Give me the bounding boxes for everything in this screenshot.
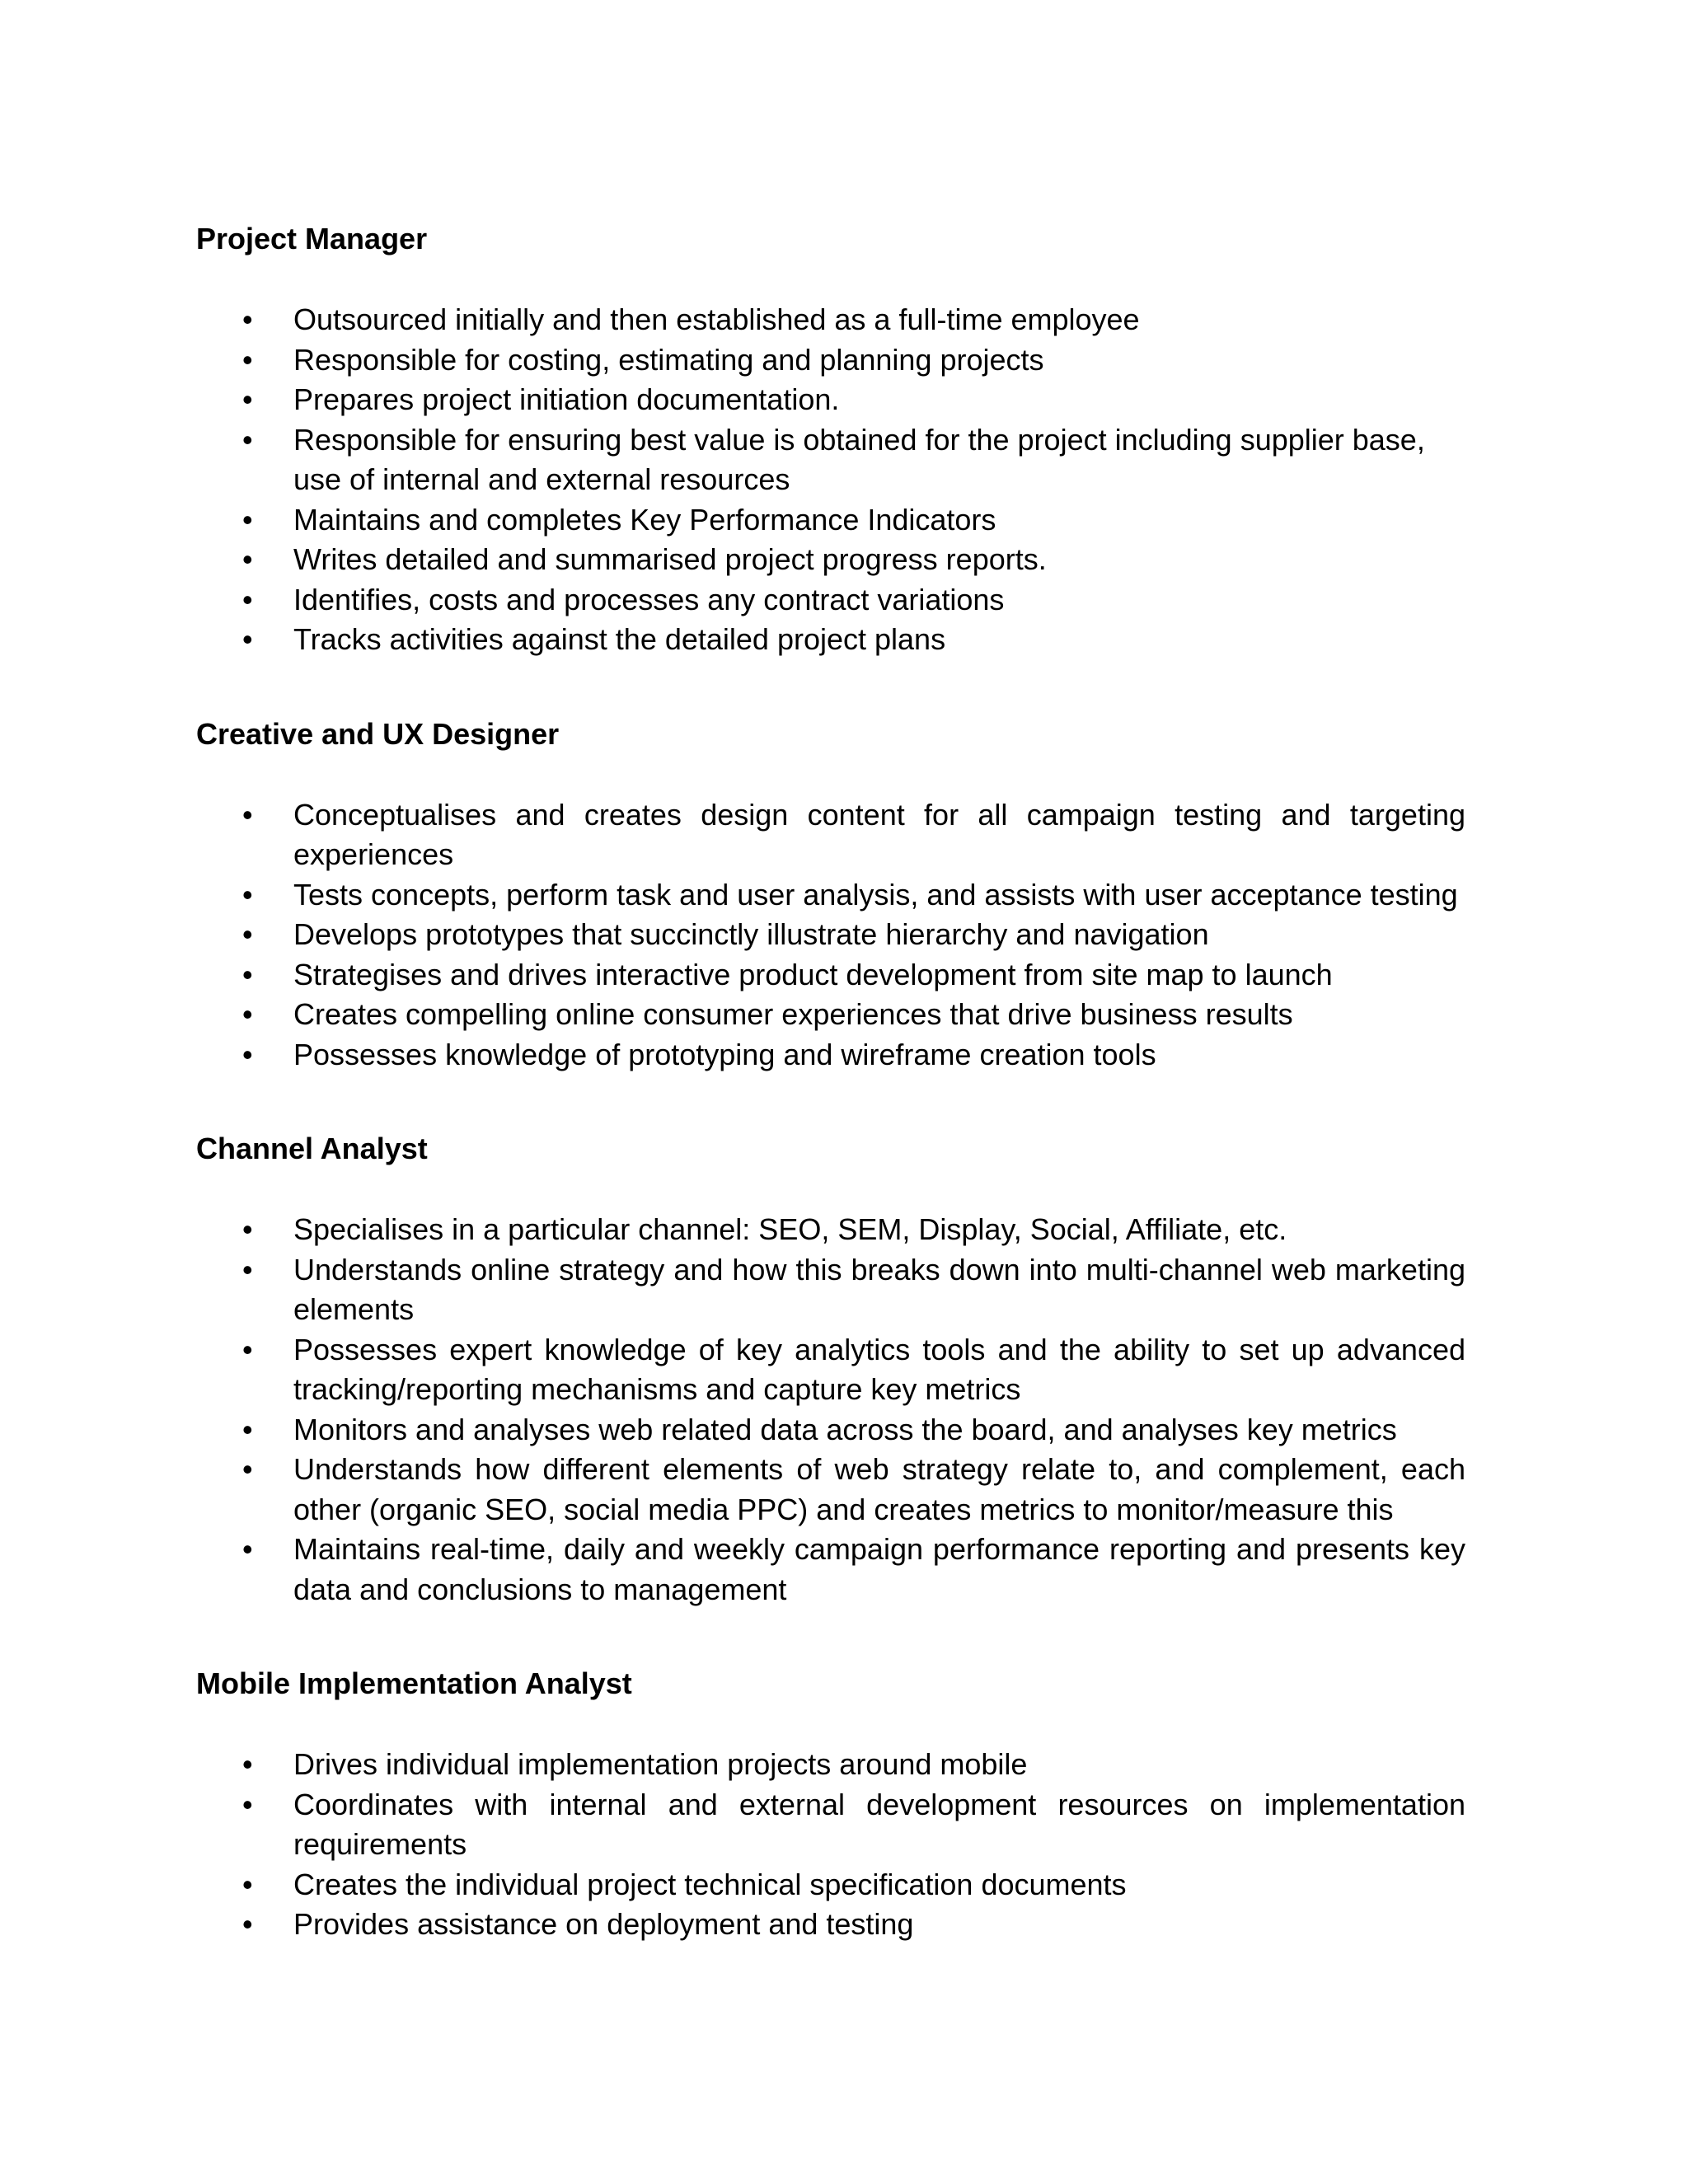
document-page — [196, 219, 1465, 1999]
list-item — [196, 915, 1465, 955]
list-item-text: Prepares project initiation documentation. — [293, 382, 840, 416]
bullet-icon: • — [242, 1212, 253, 1246]
list-item-text: Understands online strategy and how this breaks down into multi-channel web marketing elements — [293, 1252, 1465, 1326]
bullet-icon: • — [242, 1532, 253, 1566]
section-heading: Project Manager — [196, 222, 428, 255]
list-item — [196, 500, 1465, 541]
list-item — [196, 1785, 1465, 1865]
list-item-text: Identifies, costs and processes any contract variations — [293, 582, 1005, 616]
bullet-icon: • — [242, 582, 253, 616]
list-item — [196, 1450, 1465, 1530]
bullet-icon: • — [242, 1747, 253, 1781]
bullet-icon: • — [242, 622, 253, 656]
list-item — [196, 1250, 1465, 1330]
bullet-icon: • — [242, 1867, 253, 1901]
bullet-list — [196, 1210, 1465, 1610]
list-item-text: Provides assistance on deployment and testing — [293, 1907, 914, 1941]
bullet-icon: • — [242, 542, 253, 576]
list-item-text: Understands how different elements of web strategy relate to, and complement, each other (organic SEO, social media PPC) and creates metrics to monitor/measure this — [293, 1452, 1465, 1526]
list-item-text: Monitors and analyses web related data across the board, and analyses key metrics — [293, 1412, 1397, 1446]
bullet-icon: • — [242, 1037, 253, 1071]
bullet-list — [196, 1745, 1465, 1945]
bullet-icon: • — [242, 877, 253, 912]
bullet-icon: • — [242, 957, 253, 991]
bullet-icon: • — [242, 1907, 253, 1941]
bullet-icon: • — [242, 382, 253, 416]
list-item — [196, 1905, 1465, 1945]
list-item-text: Responsible for ensuring best value is obtained for the project including supplier base, use of internal and external resources — [293, 422, 1425, 496]
section-heading: Mobile Implementation Analyst — [196, 1666, 632, 1700]
list-item-text: Drives individual implementation projects around mobile — [293, 1747, 1028, 1781]
list-item — [196, 540, 1465, 580]
bullet-icon: • — [242, 1787, 253, 1821]
list-item — [196, 1330, 1465, 1410]
list-item-text: Possesses knowledge of prototyping and wireframe creation tools — [293, 1037, 1156, 1071]
list-item-text: Strategises and drives interactive product development from site map to launch — [293, 957, 1333, 991]
list-item — [196, 420, 1465, 500]
list-item — [196, 340, 1465, 381]
list-item — [196, 995, 1465, 1035]
list-item — [196, 380, 1465, 420]
list-item — [196, 795, 1465, 875]
section — [196, 219, 1465, 660]
bullet-icon: • — [242, 422, 253, 457]
bullet-icon: • — [242, 997, 253, 1031]
list-item — [196, 1530, 1465, 1610]
bullet-icon: • — [242, 502, 253, 537]
bullet-icon: • — [242, 1252, 253, 1286]
section — [196, 1129, 1465, 1610]
list-item-text: Maintains real-time, daily and weekly campaign performance reporting and presents key data and conclusions to management — [293, 1532, 1465, 1606]
list-item-text: Outsourced initially and then established as a full-time employee — [293, 302, 1140, 336]
bullet-icon: • — [242, 917, 253, 951]
list-item-text: Conceptualises and creates design content for all campaign testing and targeting experiences — [293, 797, 1465, 871]
bullet-icon: • — [242, 302, 253, 336]
list-item-text: Writes detailed and summarised project progress reports. — [293, 542, 1047, 576]
list-item-text: Creates the individual project technical specification documents — [293, 1867, 1127, 1901]
list-item-text: Develops prototypes that succinctly illustrate hierarchy and navigation — [293, 917, 1209, 951]
bullet-icon: • — [242, 1412, 253, 1446]
list-item — [196, 1035, 1465, 1076]
bullet-list — [196, 300, 1465, 660]
section-heading: Creative and UX Designer — [196, 716, 560, 751]
list-item-text: Tests concepts, perform task and user analysis, and assists with user acceptance testing — [293, 877, 1458, 912]
list-item — [196, 620, 1465, 660]
list-item — [196, 875, 1465, 916]
list-item — [196, 955, 1465, 996]
bullet-icon: • — [242, 797, 253, 832]
section-heading: Channel Analyst — [196, 1132, 428, 1165]
list-item-text: Possesses expert knowledge of key analytics tools and the ability to set up advanced tracking/reporting mechanisms and capture key metrics — [293, 1332, 1465, 1406]
list-item-text: Specialises in a particular channel: SEO, SEM, Display, Social, Affiliate, etc. — [293, 1212, 1287, 1246]
section — [196, 1664, 1465, 1945]
bullet-icon: • — [242, 1452, 253, 1486]
bullet-list — [196, 795, 1465, 1076]
list-item-text: Maintains and completes Key Performance Indicators — [293, 502, 996, 537]
list-item-text: Tracks activities against the detailed project plans — [293, 622, 946, 656]
list-item — [196, 580, 1465, 621]
section — [196, 715, 1465, 1076]
list-item-text: Creates compelling online consumer experiences that drive business results — [293, 997, 1293, 1031]
bullet-icon: • — [242, 342, 253, 377]
list-item-text: Responsible for costing, estimating and planning projects — [293, 342, 1044, 377]
list-item — [196, 1865, 1465, 1905]
list-item — [196, 300, 1465, 340]
bullet-icon: • — [242, 1332, 253, 1366]
list-item — [196, 1745, 1465, 1785]
list-item-text: Coordinates with internal and external development resources on implementation requirements — [293, 1787, 1465, 1861]
list-item — [196, 1210, 1465, 1250]
list-item — [196, 1410, 1465, 1451]
